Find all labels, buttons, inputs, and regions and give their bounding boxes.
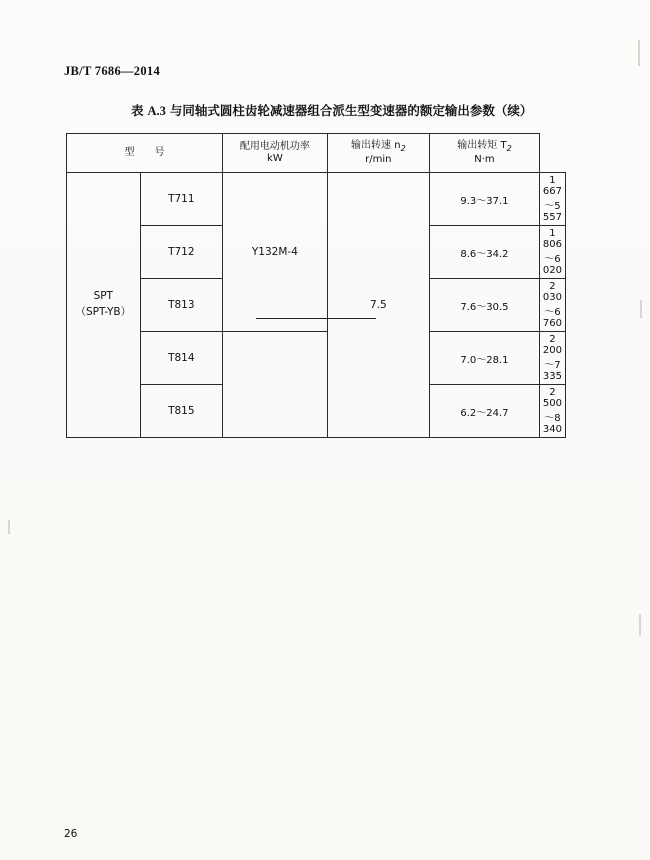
cell-output-torque: 2 500～8 340: [539, 385, 565, 438]
column-header-speed-subscript: 2: [400, 143, 406, 153]
scan-edge-mark: [8, 520, 10, 534]
page-number: 26: [64, 828, 78, 840]
column-header-power: [223, 134, 328, 173]
table-caption-text: 与同轴式圆柱齿轮减速器组合派生型变速器的额定输出参数（续）: [169, 103, 533, 118]
cell-model-code: T814: [140, 332, 223, 385]
column-header-model: 型 号: [67, 134, 223, 173]
table-header-row: [67, 134, 566, 173]
scan-edge-mark: [638, 40, 640, 66]
cell-model-code: T712: [140, 226, 223, 279]
cell-model-code: T711: [140, 173, 223, 226]
cell-output-speed: 8.6～34.2: [430, 226, 540, 279]
table-caption-number: A.3: [147, 104, 166, 118]
series-label-line1: SPT: [93, 290, 113, 303]
scan-edge-mark: [640, 300, 642, 318]
table-row: [67, 173, 566, 226]
cell-output-torque: 2 030～6 760: [539, 279, 565, 332]
column-header-speed-line1: 输出转速 n: [351, 139, 401, 151]
column-header-torque-unit: N·m: [474, 153, 495, 165]
cell-output-speed: 7.0～28.1: [430, 332, 540, 385]
column-header-speed-unit: r/min: [365, 153, 392, 165]
scan-edge-mark: [639, 614, 641, 636]
table-body: [67, 173, 566, 438]
cell-output-speed: 9.3～37.1: [430, 173, 540, 226]
cell-output-torque: 1 667～5 557: [539, 173, 565, 226]
section-end-rule: [256, 318, 376, 319]
cell-model-code: T813: [140, 279, 223, 332]
cell-output-torque: 2 200～7 335: [539, 332, 565, 385]
rated-output-parameters-table: [66, 133, 566, 438]
table-caption-label: 表: [131, 103, 144, 118]
cell-output-torque: 1 806～6 020: [539, 226, 565, 279]
cell-model-code: T815: [140, 385, 223, 438]
column-header-torque-line1: 输出转矩 T: [457, 139, 507, 151]
cell-motor-model: Y132M-4: [223, 173, 328, 332]
column-header-power-unit: kW: [267, 153, 283, 164]
column-header-speed: [327, 134, 429, 173]
table-row: [67, 332, 566, 385]
cell-power-value: 7.5: [327, 173, 429, 438]
cell-output-speed: 6.2～24.7: [430, 385, 540, 438]
table-caption: [131, 101, 532, 119]
table-header: [67, 134, 566, 173]
cell-output-speed: 7.6～30.5: [430, 279, 540, 332]
cell-series-label: [67, 173, 141, 438]
column-header-torque-subscript: 2: [506, 143, 512, 153]
column-header-power-line1: 配用电动机功率: [239, 140, 310, 152]
cell-motor-model-continued: [223, 332, 328, 438]
series-label-line2: （SPT-YB）: [75, 306, 132, 318]
column-header-torque: [430, 134, 540, 173]
page-header-standard-number: JB/T 7686—2014: [64, 64, 160, 78]
